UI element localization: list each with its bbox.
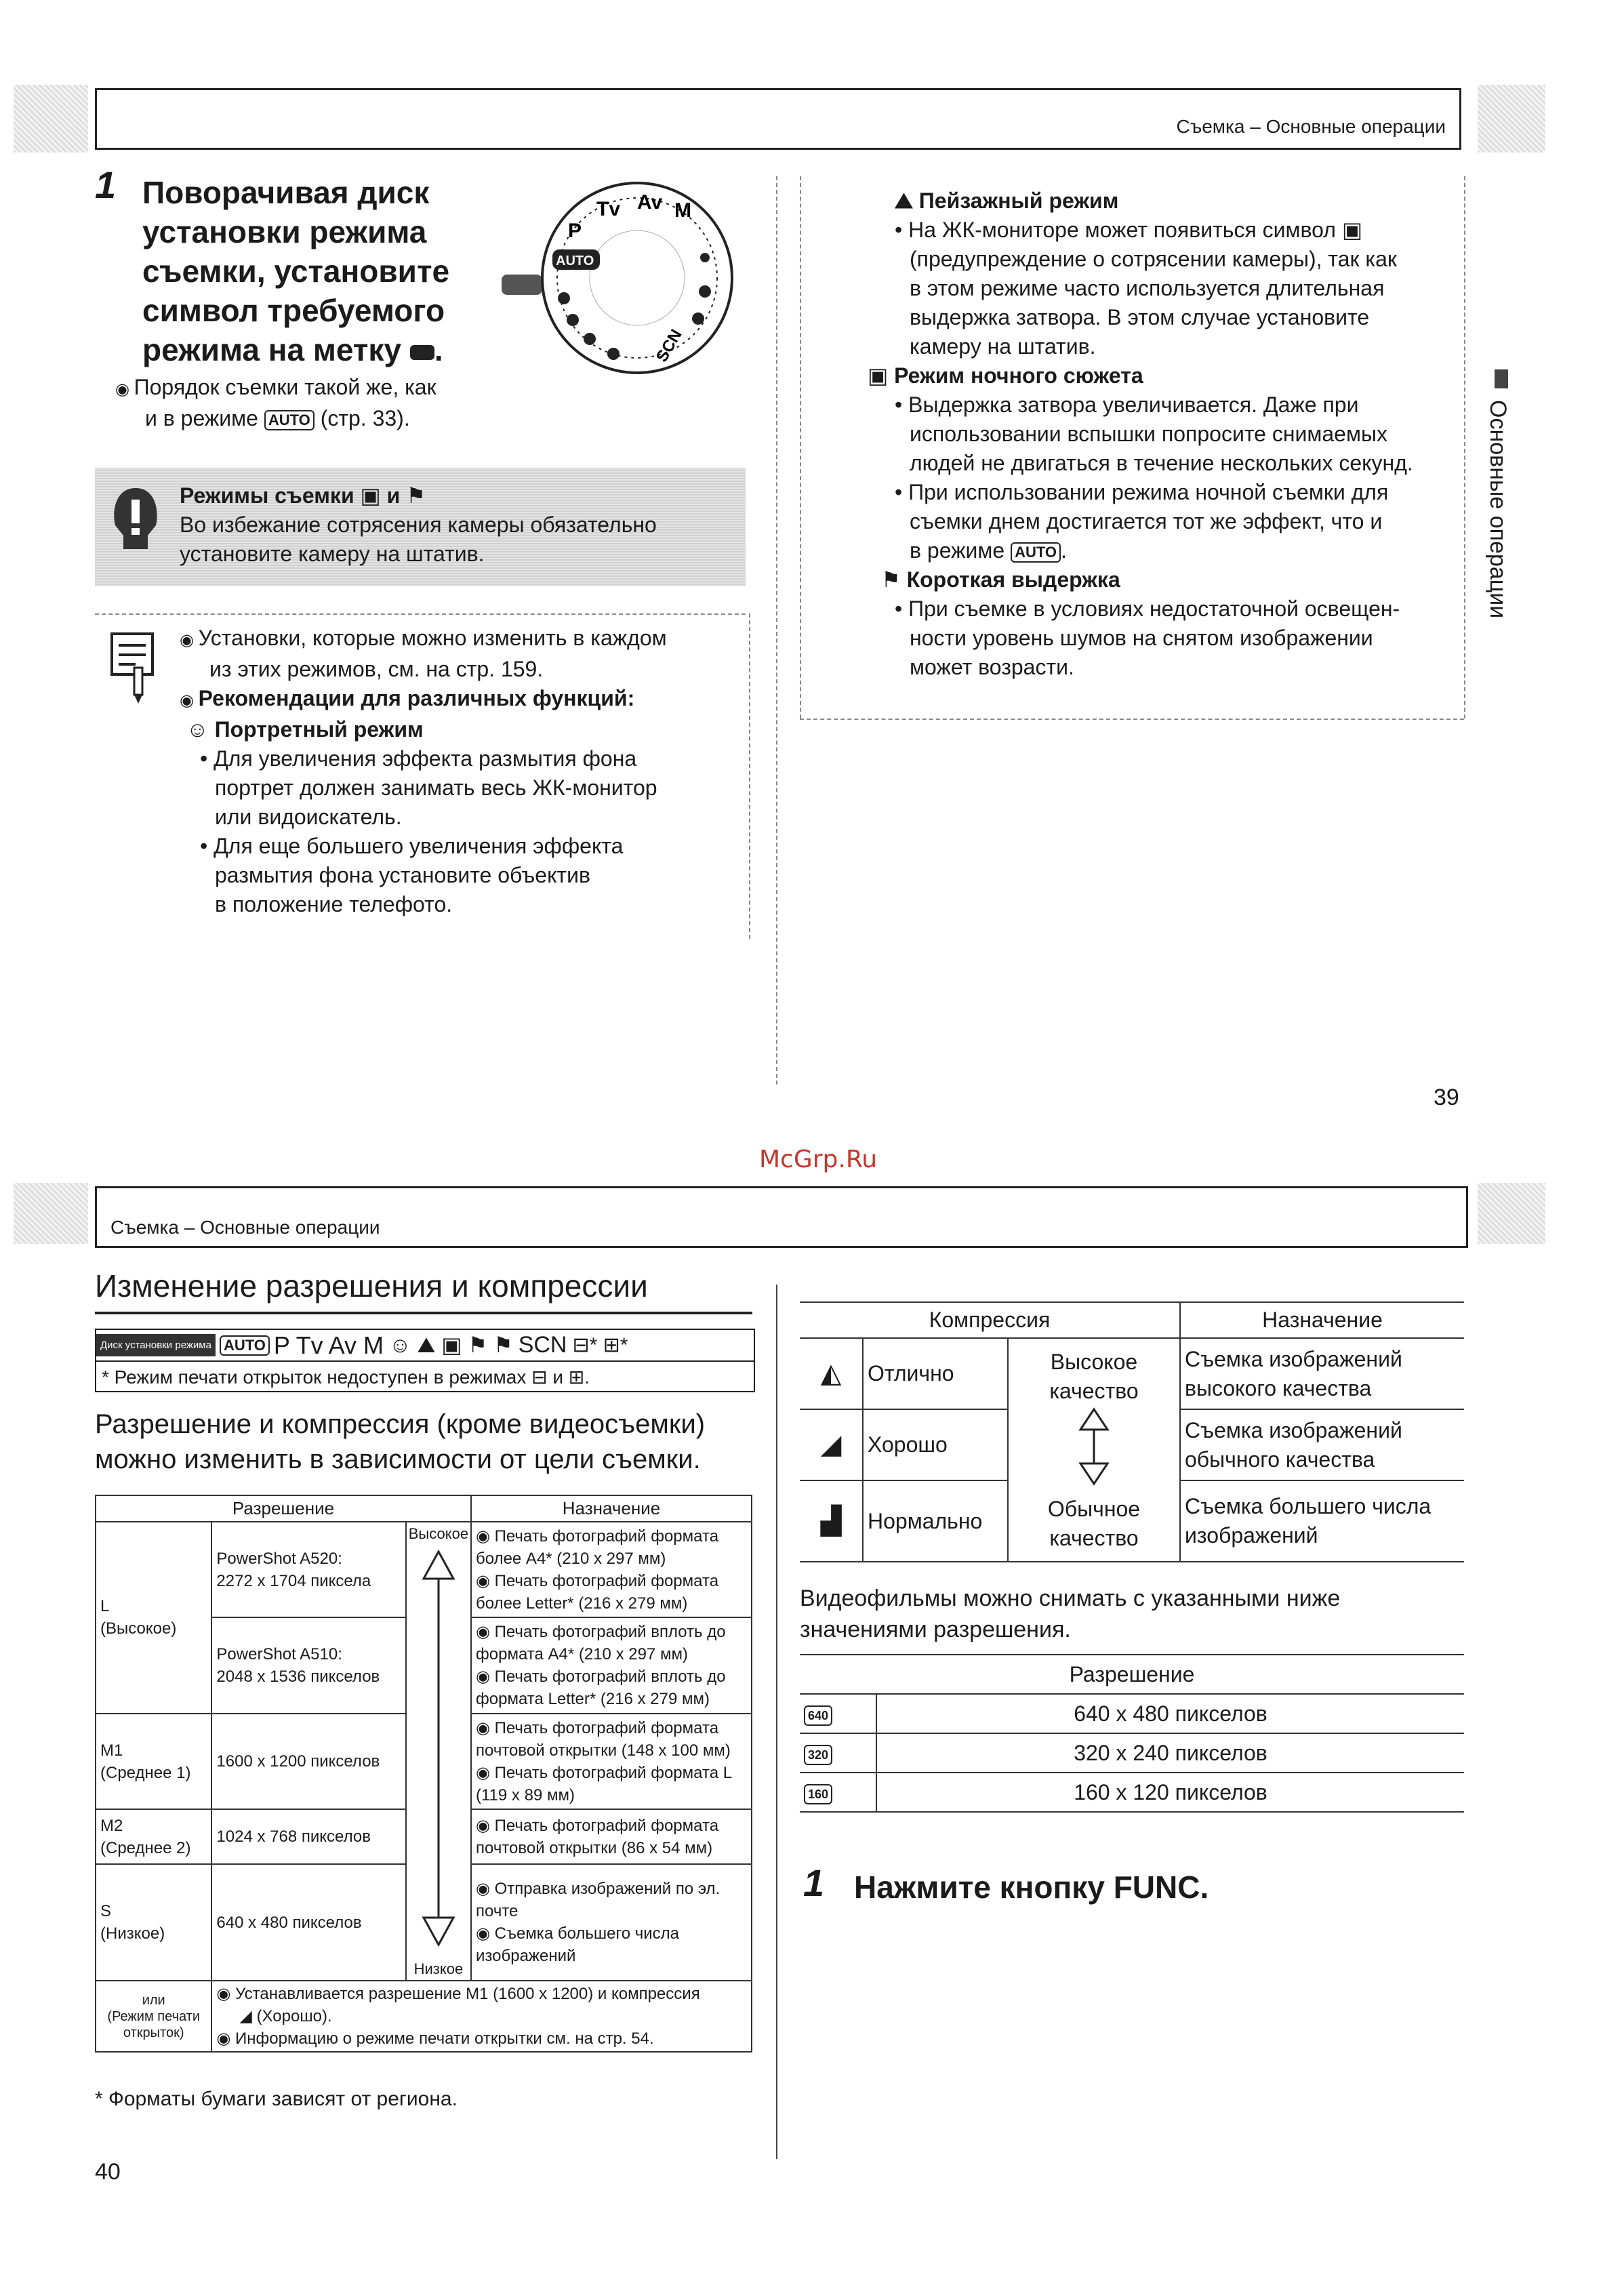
mode-scene-icons: ☺ ⛰ ▣ ⚑ ⚑ bbox=[388, 1333, 513, 1357]
movie-320-icon: 320 bbox=[804, 1745, 832, 1765]
header-title: Съемка – Основные операции bbox=[1176, 116, 1446, 137]
side-tab-label: Основные операции bbox=[1485, 400, 1511, 619]
movie-resolution-table bbox=[800, 1654, 1464, 1813]
res-size-l: L (Высокое) bbox=[96, 1522, 211, 1714]
dial-label-m: M bbox=[674, 199, 691, 222]
step-title: Поворачивая диск установки режима съемки, установите символ требуемого режима на метку . bbox=[142, 175, 450, 367]
right-column-bottom-rule bbox=[800, 719, 1464, 720]
mode-dial-illustration bbox=[502, 176, 746, 380]
fast-shutter-icon: ⚑ bbox=[406, 483, 426, 508]
res-pixels-s: 640 x 480 пикселов bbox=[211, 1864, 405, 1981]
dial-label-p: P bbox=[568, 220, 582, 242]
cmp-header-purpose: Назначение bbox=[1180, 1302, 1464, 1338]
right-column-rule-2 bbox=[1464, 176, 1465, 719]
res-model-a: PowerShot A520: 2272 x 1704 пиксела bbox=[211, 1522, 405, 1617]
cmp-header-compression: Компрессия bbox=[800, 1302, 1180, 1338]
page-header-2 bbox=[95, 1186, 1468, 1248]
quality-scale bbox=[406, 1522, 471, 1981]
paper-footnote: * Форматы бумаги зависят от региона. bbox=[95, 2088, 458, 2110]
movie-intro: Видеофильмы можно снимать с указанными ниже значениями разрешения. bbox=[800, 1585, 1341, 1642]
quality-arrow bbox=[418, 1545, 459, 1952]
res-uses-m1: ◉ Печать фотографий формата почтовой открытки (148 x 100 мм) ◉ Печать фотографий формата L (119 x 89 мм) bbox=[471, 1714, 752, 1809]
movie-640-icon: 640 bbox=[804, 1705, 832, 1726]
postcard-icons: ⊟* ⊞* bbox=[572, 1334, 628, 1356]
step-number-2: 1 bbox=[803, 1861, 825, 1904]
page-number-39: 39 bbox=[1434, 1085, 1459, 1110]
left-column-rule bbox=[776, 176, 777, 1085]
section-title: Изменение разрешения и компрессии bbox=[95, 1268, 648, 1304]
movie-res-160: 160 x 120 пикселов bbox=[876, 1773, 1464, 1812]
page-header bbox=[95, 88, 1461, 150]
movie-res-640: 640 x 480 пикселов bbox=[876, 1694, 1464, 1733]
movie-res-320: 320 x 240 пикселов bbox=[876, 1733, 1464, 1773]
auto-mode-icon-2: AUTO bbox=[1011, 542, 1061, 563]
postcard-icon-a: ⊟ bbox=[531, 1367, 548, 1388]
cmp-name-normal: Нормально bbox=[863, 1480, 1008, 1562]
caution-line-2: установите камеру на штатив. bbox=[180, 542, 485, 566]
mode-bar-footnote: * Режим печати открыток недоступен в режимах bbox=[102, 1367, 527, 1388]
movie-res-header: Разрешение bbox=[800, 1655, 1464, 1694]
scan-noise-right-2 bbox=[1478, 1183, 1545, 1244]
fast-shutter-icon-2: ⚑ bbox=[881, 567, 901, 592]
portrait-icon: ☺ bbox=[186, 717, 209, 742]
right-column-rule bbox=[800, 176, 801, 719]
column-divider bbox=[776, 1285, 777, 2159]
superfine-icon: ◭ bbox=[800, 1338, 863, 1409]
postcard-mode-info: ◉ Устанавливается разрешение M1 (1600 x 1200) и компрессия ◢ (Хорошо). ◉ Информацию о режиме печати открытки см. на стр. 54. bbox=[211, 1981, 752, 2052]
res-header-purpose: Назначение bbox=[471, 1495, 752, 1522]
res-size-m1: M1 (Среднее 1) bbox=[96, 1714, 211, 1809]
header-title-2: Съемка – Основные операции bbox=[110, 1217, 380, 1238]
postcard-mode-label: или (Режим печати открыток) bbox=[96, 1981, 211, 2052]
cmp-name-superfine: Отлично bbox=[863, 1338, 1008, 1409]
dial-label-auto: AUTO bbox=[556, 254, 594, 268]
res-uses-m2: ◉ Печать фотографий формата почтовой открытки (86 x 54 мм) bbox=[471, 1809, 752, 1864]
memo-right-rule bbox=[749, 613, 750, 939]
res-header-resolution: Разрешение bbox=[96, 1495, 471, 1522]
page-number-40: 40 bbox=[95, 2159, 121, 2185]
dial-label-tv: Tv bbox=[596, 198, 621, 220]
cmp-quality-scale bbox=[1008, 1338, 1180, 1562]
caution-title: Режимы съемки bbox=[180, 483, 354, 508]
intro-text: Разрешение и компрессия (кроме видеосъемки) можно изменить в зависимости от цели съемки. bbox=[95, 1409, 706, 1474]
step-note: ◉ Порядок съемки такой же, как и в режиме AUTO (стр. 33). bbox=[115, 373, 522, 433]
res-size-s: S (Низкое) bbox=[96, 1864, 211, 1981]
scan-noise-left bbox=[14, 85, 88, 153]
cmp-quality-high: Высокое качество bbox=[1049, 1349, 1139, 1403]
fine-icon: ◢ bbox=[239, 2007, 252, 2025]
step-title-2: Нажмите кнопку FUNC. bbox=[854, 1870, 1209, 1905]
postcard-icon-b: ⊞ bbox=[568, 1367, 585, 1388]
quality-low-label: Низкое bbox=[413, 1960, 464, 1977]
side-tab-marker bbox=[1495, 369, 1508, 388]
cmp-use-superfine: Съемка изображений высокого качества bbox=[1180, 1338, 1464, 1409]
fine-icon-2: ◢ bbox=[800, 1409, 863, 1480]
cmp-quality-arrow bbox=[1077, 1406, 1111, 1487]
res-uses-a: ◉ Печать фотографий формата более A4* (210 x 297 мм) ◉ Печать фотографий формата более Letter* (216 x 279 мм) bbox=[471, 1522, 752, 1617]
night-scene-icon: ▣ bbox=[868, 363, 889, 388]
memo-icon bbox=[108, 630, 156, 705]
night-mode-icon: ▣ bbox=[360, 483, 381, 508]
res-uses-s: ◉ Отправка изображений по эл. почте ◉ Съемка большего числа изображений bbox=[471, 1864, 752, 1981]
cmp-name-fine: Хорошо bbox=[863, 1409, 1008, 1480]
caution-line-1: Во избежание сотрясения камеры обязательно bbox=[180, 512, 657, 537]
cmp-use-fine: Съемка изображений обычного качества bbox=[1180, 1409, 1464, 1480]
mode-bar: Диск установки режима AUTO P Tv Av M ☺ ⛰ ▣ ⚑ ⚑ SCN ⊟* ⊞* * Режим печати открыток недоступен в режимах ⊟ и ⊞. bbox=[95, 1329, 755, 1392]
section-rule bbox=[95, 1312, 752, 1314]
mode-bar-modes: P Tv Av M bbox=[273, 1331, 384, 1359]
landscape-icon: ⛰ bbox=[895, 188, 913, 213]
resolution-table bbox=[95, 1495, 752, 2053]
res-pixels-m2: 1024 x 768 пикселов bbox=[211, 1809, 405, 1864]
compression-table bbox=[800, 1301, 1464, 1562]
quality-high-label: Высокое bbox=[408, 1525, 469, 1542]
shake-warning-icon: ▣ bbox=[1341, 218, 1363, 242]
caution-box: Режимы съемки ▣ и ⚑ Во избежание сотрясения камеры обязательно установите камеру на штатив. bbox=[95, 468, 746, 586]
memo-content: ◉ Установки, которые можно изменить в каждом из этих режимов, см. на стр. 159. ◉ Рекомендации для различных функций: ☺ Портретный режим • Для увеличения эффекта размытия фона портрет должен занимать весь ЖК-монитор или видоискатель. • Для еще большего увеличения эффекта размытия фона установите объектив в положение телефото. bbox=[180, 624, 749, 919]
movie-160-icon: 160 bbox=[804, 1784, 832, 1804]
mode-bar-scn: SCN bbox=[518, 1332, 567, 1358]
res-pixels-m1: 1600 x 1200 пикселов bbox=[211, 1714, 405, 1809]
memo-divider bbox=[95, 613, 746, 615]
normal-icon: ▟ bbox=[800, 1480, 863, 1562]
mode-auto-icon: AUTO bbox=[220, 1335, 270, 1356]
scan-noise-right bbox=[1478, 85, 1545, 153]
step-number: 1 bbox=[95, 163, 117, 206]
caution-icon bbox=[108, 485, 163, 552]
dial-label-av: Av bbox=[637, 191, 663, 214]
scene-tips: ⛰ Пейзажный режим • На ЖК-мониторе может появиться символ ▣ (предупреждение о сотрясении камеры), так как в этом режиме часто используется длительная выдержка затвора. В этом случае установите камеру на штатив. ▣ Режим ночного сюжета • Выдержка затвора увеличивается. Даже при использовании вспышки попросите снимаемых людей не двигаться в течение нескольких секунд. • При использовании режима ночной съемки для съемки днем достигается тот же эффект, что и в режиме AUTO . ⚑ Короткая выдержка • При съемке в условиях недостаточной освещен- ности уровень шумов на снятом изображении может возрасти. bbox=[868, 188, 1413, 679]
cmp-quality-low: Обычное качество bbox=[1047, 1496, 1141, 1550]
camera-mark-icon bbox=[410, 345, 434, 360]
res-uses-b: ◉ Печать фотографий вплоть до формата A4* (210 x 297 мм) ◉ Печать фотографий вплоть до формата Letter* (216 x 279 мм) bbox=[471, 1617, 752, 1713]
auto-mode-icon: AUTO bbox=[264, 410, 314, 430]
cmp-use-normal: Съемка большего числа изображений bbox=[1180, 1480, 1464, 1562]
scan-noise-left-2 bbox=[14, 1183, 88, 1244]
res-size-m2: M2 (Среднее 2) bbox=[96, 1809, 211, 1864]
watermark: McGrp.Ru bbox=[759, 1146, 878, 1173]
dial-label-scn: SCN bbox=[652, 326, 686, 365]
res-model-b: PowerShot A510: 2048 x 1536 пикселов bbox=[211, 1617, 405, 1713]
mode-bar-label: Диск установки режима bbox=[96, 1334, 216, 1356]
